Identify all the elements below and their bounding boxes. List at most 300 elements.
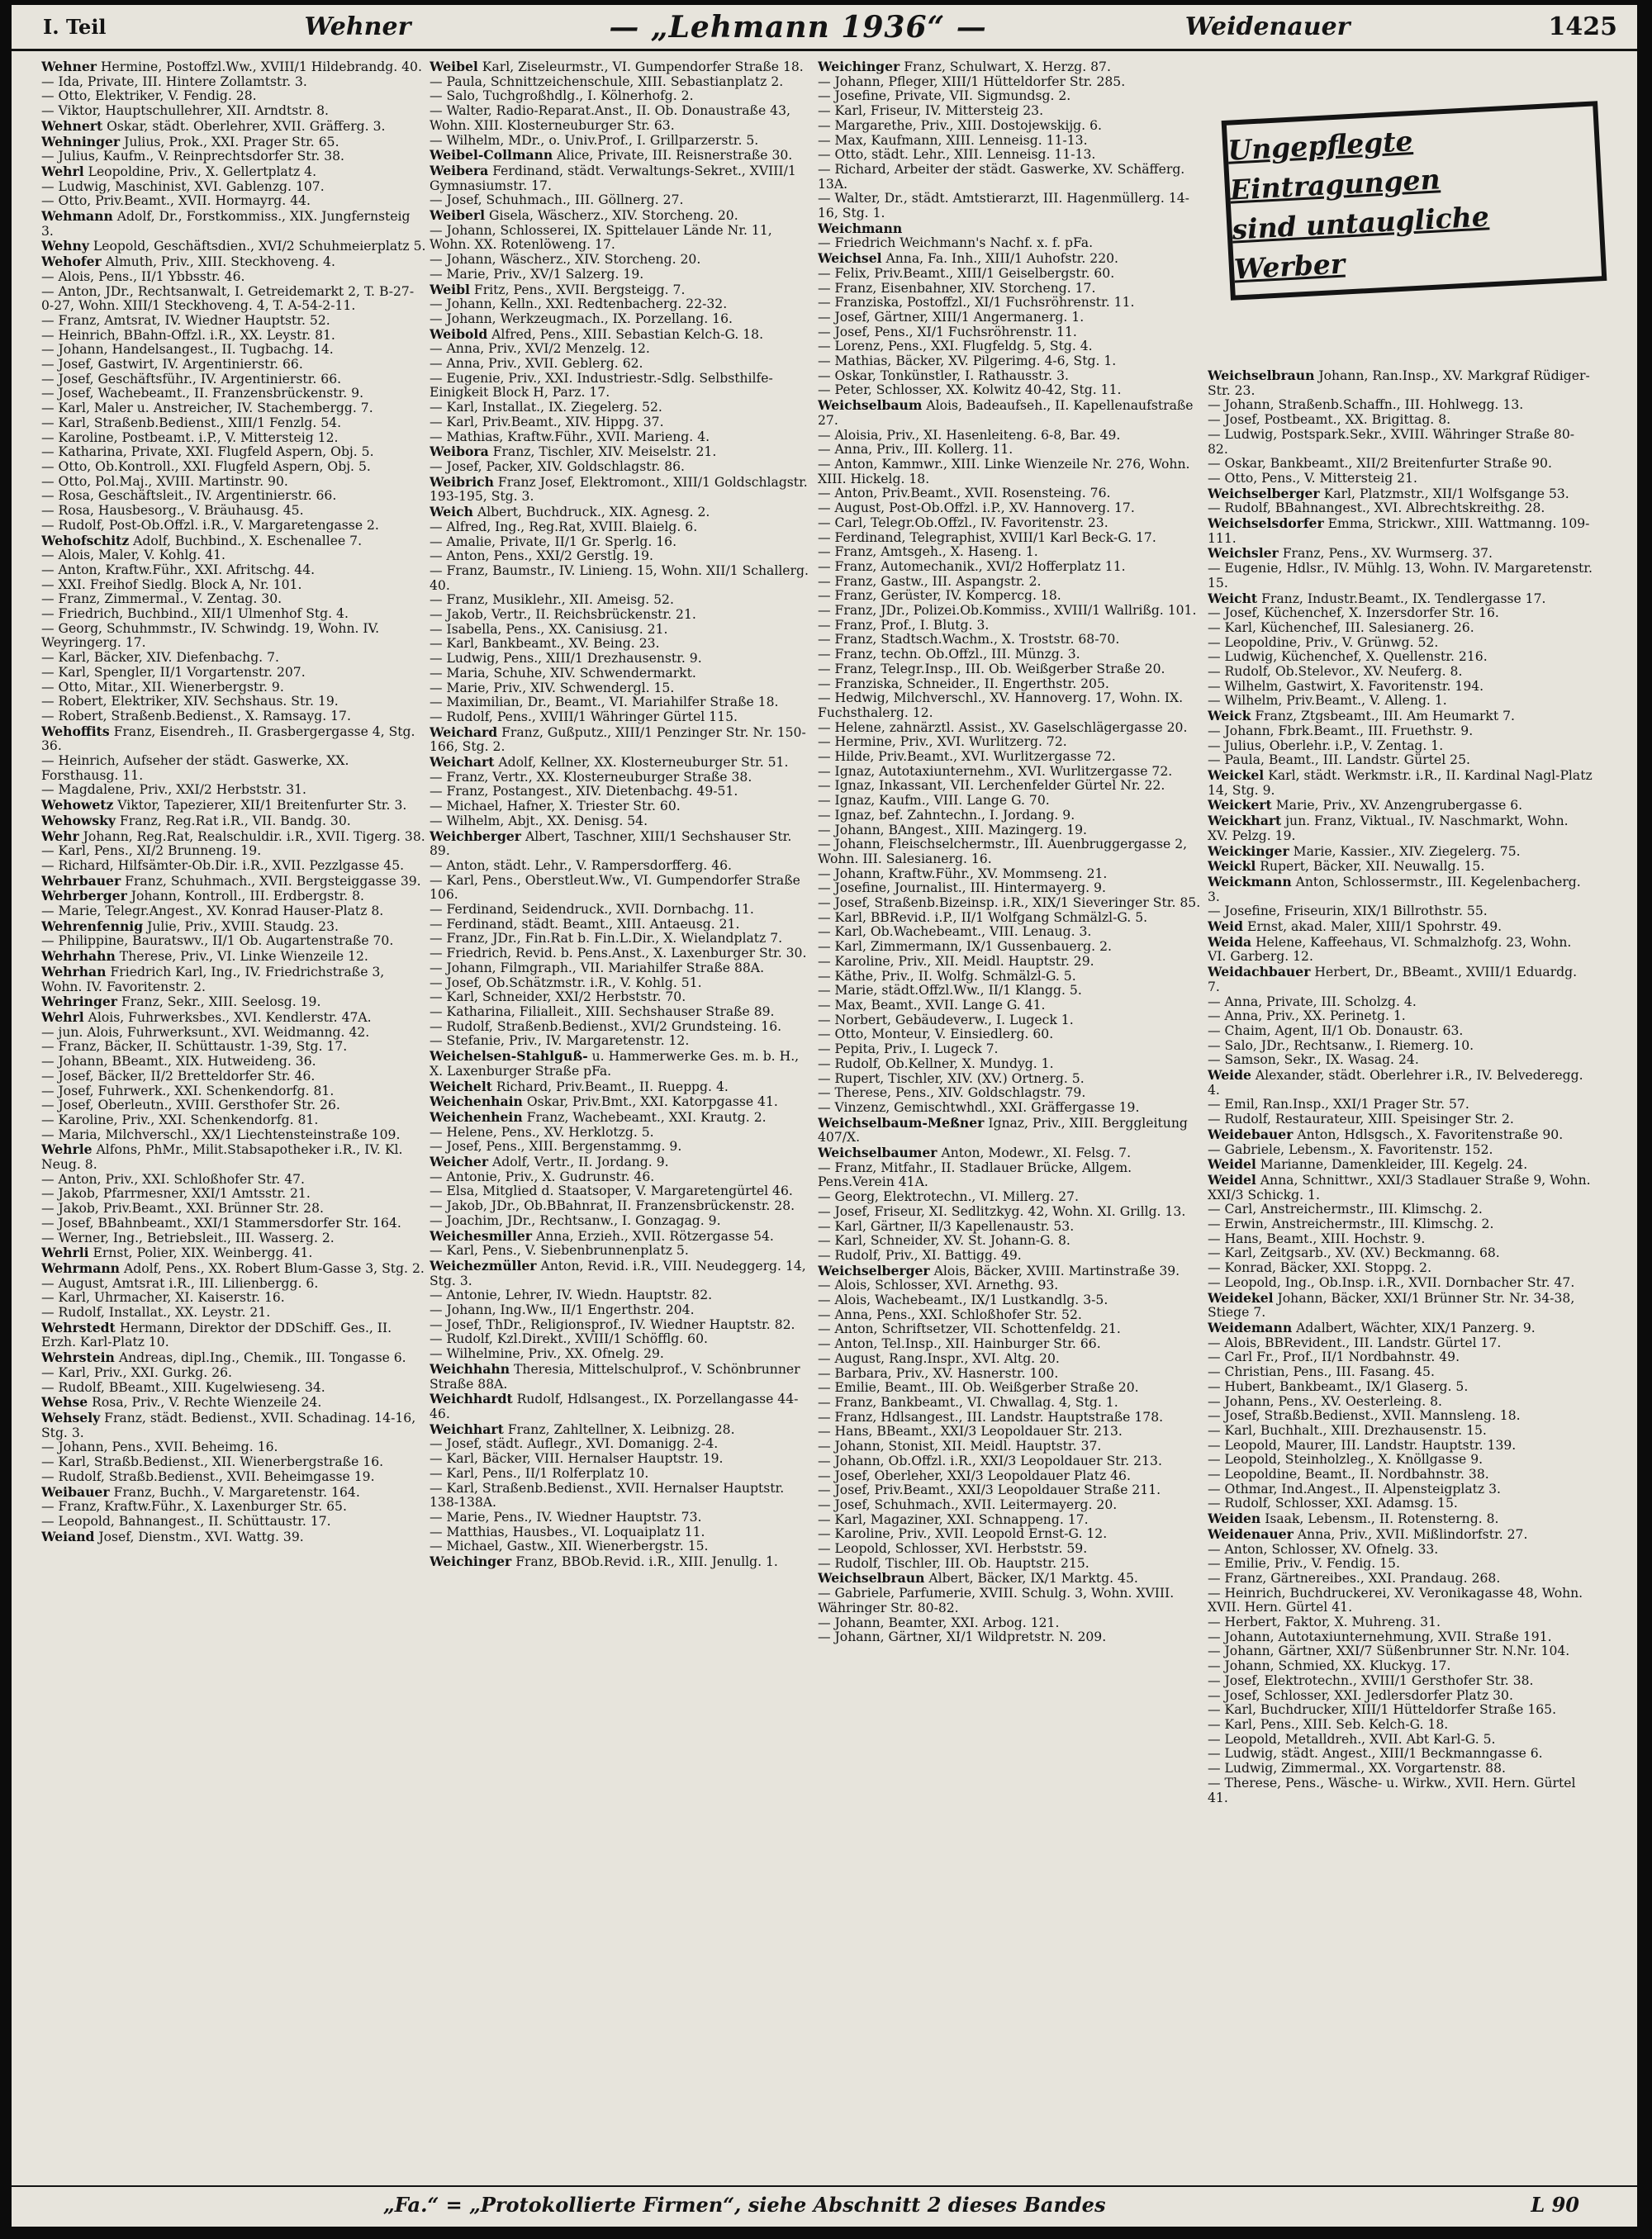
directory-entry: — Viktor, Hauptschullehrer, XII. Arndtstr. 8. <box>41 103 330 119</box>
directory-entry: — Franz, Amtsrat, IV. Wiedner Hauptstr. 52. <box>41 312 330 328</box>
directory-entry: — Konrad, Bäcker, XXI. Stoppg. 2. <box>1208 1260 1432 1276</box>
directory-entry: Wehofer Almuth, Priv., XIII. Steckhoveng. 4. <box>41 254 335 270</box>
directory-entry: — Ludwig, Postspark.Sekr., XVIII. Währinger Straße 80-82. <box>1208 426 1575 457</box>
directory-entry: — Franz, Postangest., XIV. Dietenbachg. 49-51. <box>430 784 738 799</box>
directory-entry: — Josef, Fuhrwerk., XXI. Schenkendorfg. 81. <box>41 1083 335 1098</box>
page-number: 1425 <box>1548 12 1617 41</box>
directory-entry: — Rudolf, Priv., XI. Battigg. 49. <box>818 1247 1022 1263</box>
directory-entry: Weichart Adolf, Kellner, XX. Klosterneuburger Str. 51. <box>430 754 789 771</box>
directory-entry: Wehrli Ernst, Polier, XIX. Weinbergg. 41. <box>41 1245 313 1261</box>
directory-entry: Weidebauer Anton, Hdlsgsch., X. Favoritenstraße 90. <box>1208 1126 1564 1142</box>
directory-entry: — Josef, Küchenchef, X. Inzersdorfer Str. 16. <box>1208 605 1499 621</box>
directory-entry: — Johann, Pens., XV. Oesterleing. 8. <box>1208 1393 1442 1409</box>
directory-entry: — Paula, Schnittzeichenschule, XIII. Sebastianplatz 2. <box>430 74 784 89</box>
directory-entry: — Gabriele, Parfumerie, XVIII. Schulg. 3, Wohn. XVIII. Währinger Str. 80-82. <box>818 1586 1175 1615</box>
footer-signature: L 90 <box>1531 2192 1579 2217</box>
directory-entry: — Josefine, Journalist., III. Hintermayerg. 9. <box>818 880 1106 896</box>
directory-entry: Weickmann Anton, Schlossermstr., III. Kegelenbacherg. 3. <box>1208 873 1581 904</box>
directory-entry: — Karl, Installat., IX. Ziegelerg. 52. <box>430 400 662 415</box>
directory-entry: — Gabriele, Lebensm., X. Favoritenstr. 152. <box>1208 1141 1493 1157</box>
directory-entry: — Isabella, Pens., XX. Canisiusg. 21. <box>430 621 668 637</box>
directory-entry: — Karoline, Priv., XII. Meidl. Hauptstr. 29. <box>818 953 1094 969</box>
directory-entry: Weibera Ferdinand, städt. Verwaltungs-Sekret., XVIII/1 Gymnasiumstr. 17. <box>430 162 796 193</box>
directory-entry: — Franz, JDr., Polizei.Ob.Kommiss., XVIII/1 Wallrißg. 101. <box>818 603 1197 619</box>
directory-entry: — Johann, Schmied, XX. Kluckyg. 17. <box>1208 1658 1451 1674</box>
running-header <box>12 5 1637 51</box>
directory-entry: — Leopold, Maurer, III. Landstr. Hauptstr. 139. <box>1208 1437 1517 1453</box>
directory-entry: — Josef, Oberleher, XXI/3 Leopoldauer Platz 46. <box>818 1468 1131 1483</box>
directory-entry: — Franz, Automechanik., XVI/2 Hofferplatz 11. <box>818 558 1126 574</box>
directory-entry: — Marie, städt.Offzl.Ww., II/1 Klangg. 5. <box>818 983 1082 999</box>
directory-entry: — Max, Kaufmann, XIII. Lenneisg. 11-13. <box>818 132 1088 148</box>
directory-entry: — Karl, Buchdrucker, XIII/1 Hütteldorfer Straße 165. <box>1208 1702 1557 1718</box>
directory-entry: Weick Franz, Ztgsbeamt., III. Am Heumarkt 7. <box>1208 708 1515 724</box>
directory-entry: Wehny Leopold, Geschäftsdien., XVI/2 Schuhmeierplatz 5. <box>41 238 426 254</box>
directory-entry: — Franz, Gerüster, IV. Kompercg. 18. <box>818 588 1061 604</box>
directory-entry: Weid Ernst, akad. Maler, XIII/1 Spohrstr. 49. <box>1208 918 1502 935</box>
directory-entry: — Johann, Fbrk.Beamt., III. Fruethstr. 9. <box>1208 723 1474 738</box>
directory-entry: — Johann, BBeamt., XIX. Hutweideng. 36. <box>41 1054 316 1070</box>
directory-entry: Weichselberger Alois, Bäcker, XVIII. Martinstraße 39. <box>818 1262 1180 1278</box>
directory-entry: — Joachim, JDr., Rechtsanw., I. Gonzagag. 9. <box>430 1212 721 1228</box>
directory-entry: — Johann, Stonist, XII. Meidl. Hauptstr. 37. <box>818 1439 1102 1454</box>
directory-entry: — Anton, Priv.Beamt., XVII. Rosensteing. 76. <box>818 486 1111 501</box>
directory-entry: — Karl, Straßenb.Bedienst., XVII. Hernalser Hauptstr. 138-138A. <box>430 1480 785 1511</box>
directory-entry: — Mathias, Bäcker, XV. Pilgerimg. 4-6, Stg. 1. <box>818 353 1117 369</box>
directory-entry: — Michael, Hafner, X. Triester Str. 60. <box>430 799 681 814</box>
directory-entry: — Karl, BBRevid. i.P., II/1 Wolfgang Schmälzl-G. 5. <box>818 909 1148 925</box>
directory-entry: Weibold Alfred, Pens., XIII. Sebastian Kelch-G. 18. <box>430 325 764 342</box>
directory-entry: Wehrstein Andreas, dipl.Ing., Chemik., III. Tongasse 6. <box>41 1350 406 1366</box>
directory-entry: — Rudolf, Restaurateur, XIII. Speisinger Str. 2. <box>1208 1112 1514 1127</box>
directory-entry: Wehner Hermine, Postoffzl.Ww., XVIII/1 Hildebrandg. 40. <box>41 59 422 74</box>
directory-entry: Weiand Josef, Dienstm., XVI. Wattg. 39. <box>41 1528 304 1544</box>
directory-entry: Weichenhein Franz, Wachebeamt., XXI. Krautg. 2. <box>430 1108 767 1125</box>
directory-entry: — Katharina, Private, XXI. Flugfeld Aspern, Obj. 5. <box>41 444 374 460</box>
directory-entry: — Johann, BAngest., XIII. Mazingerg. 19. <box>818 822 1088 837</box>
directory-entry: — Walter, Dr., städt. Amtstierarzt, III. Hagenmüllerg. 14-16, Stg. 1. <box>818 191 1189 221</box>
directory-entry: — Karl, Schneider, XXI/2 Herbststr. 70. <box>430 989 686 1005</box>
directory-entry: Wehrle Alfons, PhMr., Milit.Stabsapotheker i.R., IV. Kl. Neug. 8. <box>41 1141 403 1173</box>
directory-entry: — Anton, Schlosser, XV. Ofnelg. 33. <box>1208 1541 1439 1557</box>
directory-entry: — Heinrich, Buchdruckerei, XV. Veronikagasse 48, Wohn. XVII. Hern. Gürtel 41. <box>1208 1585 1583 1615</box>
directory-entry: — Mathias, Kraftw.Führ., XVII. Marieng. 4. <box>430 429 710 444</box>
directory-entry: Weiden Isaak, Lebensm., II. Rotensterng. 8. <box>1208 1511 1499 1527</box>
directory-entry: — Otto, Monteur, V. Einsiedlerg. 60. <box>818 1027 1054 1042</box>
directory-entry: — Karl, Magaziner, XXI. Schnappeng. 17. <box>818 1511 1089 1527</box>
directory-entry: — Maximilian, Dr., Beamt., VI. Mariahilfer Straße 18. <box>430 695 779 710</box>
directory-entry: — Josef, Wachebeamt., II. Franzensbrückenstr. 9. <box>41 386 364 401</box>
directory-entry: — Karl, Pens., Oberstleut.Ww., VI. Gumpendorfer Straße 106. <box>430 872 800 903</box>
directory-entry: — Norbert, Gebäudeverw., I. Lugeck 1. <box>818 1012 1074 1027</box>
directory-entry: Weickl Rupert, Bäcker, XII. Neuwallg. 15. <box>1208 858 1485 875</box>
directory-entry: — Hans, BBeamt., XXI/3 Leopoldauer Str. 213. <box>818 1424 1123 1440</box>
directory-entry: — Ferdinand, Telegraphist, XVIII/1 Karl Beck-G. 17. <box>818 529 1156 545</box>
directory-entry: — Alois, Wachebeamt., IX/1 Lustkandlg. 3-5. <box>818 1293 1108 1308</box>
directory-entry: Weichelsen-Stahlguß- u. Hammerwerke Ges. m. b. H., X. Laxenburger Straße pFa. <box>430 1048 800 1079</box>
directory-entry: — Karl, Pens., II/1 Rolferplatz 10. <box>430 1465 649 1481</box>
directory-entry: — Josef, Schuhmach., XVII. Leitermayerg. 20. <box>818 1497 1118 1512</box>
directory-entry: — Philippine, Bauratswv., II/1 Ob. Augartenstraße 70. <box>41 933 394 949</box>
directory-entry: — Ignaz, Autotaxiunternehm., XVI. Wurlitzergasse 72. <box>818 763 1173 779</box>
directory-entry: — Käthe, Priv., II. Wolfg. Schmälzl-G. 5. <box>818 968 1076 984</box>
directory-entry: — Karl, Gärtner, II/3 Kapellenaustr. 53. <box>818 1218 1075 1234</box>
directory-entry: — Helene, zahnärztl. Assist., XV. Gaselschlägergasse 20. <box>818 719 1188 735</box>
notice-line-1: Ungepflegte Eintragungen <box>1227 125 1441 206</box>
directory-entry: — Leopoldine, Priv., V. Grünwg. 52. <box>1208 634 1439 650</box>
directory-entry: — Karl, Maler u. Anstreicher, IV. Stachembergg. 7. <box>41 401 373 416</box>
directory-entry: — Friedrich, Revid. b. Pens.Anst., X. Laxenburger Str. 30. <box>430 946 807 961</box>
directory-entry: — Ludwig, Küchenchef, X. Quellenstr. 216. <box>1208 649 1488 665</box>
directory-entry: — Anna, Priv., XVII. Geblerg. 62. <box>430 356 643 372</box>
directory-entry: Wehowsky Franz, Reg.Rat i.R., VII. Bandg. 30. <box>41 812 351 828</box>
directory-entry: — Robert, Elektriker, XIV. Sechshaus. Str. 19. <box>41 694 339 709</box>
directory-entry: — Eugenie, Priv., XXI. Industriestr.-Sdlg. Selbsthilfe-Einigkeit Block H, Parz. 17. <box>430 370 773 401</box>
directory-entry: Weichezmüller Anton, Revid. i.R., VIII. Neudeggerg. 14, Stg. 3. <box>430 1257 806 1288</box>
directory-entry: — Franz, Zimmermal., V. Zentag. 30. <box>41 591 282 607</box>
directory-entry: — Franz, techn. Ob.Offzl., III. Münzg. 3. <box>818 647 1080 662</box>
directory-entry: — Alois, Schlosser, XVI. Arnethg. 93. <box>818 1278 1059 1293</box>
directory-entry: Weichhardt Rudolf, Hdlsangest., IX. Porzellangasse 44-46. <box>430 1391 799 1421</box>
directory-entry: — Franz, Hdlsangest., III. Landstr. Hauptstraße 178. <box>818 1409 1164 1425</box>
directory-entry: — Rupert, Tischler, XIV. (XV.) Ortnerg. 5. <box>818 1070 1085 1086</box>
directory-entry: — Franz, Amtsgeh., X. Haseng. 1. <box>818 544 1038 560</box>
directory-entry: — Johann, Pens., XVII. Beheimg. 16. <box>41 1440 278 1455</box>
directory-entry: — Paula, Beamt., III. Landstr. Gürtel 25. <box>1208 752 1470 768</box>
directory-entry: — Johann, Wäscherz., XIV. Storcheng. 20. <box>430 252 701 268</box>
directory-entry: — Pepita, Priv., I. Lugeck 7. <box>818 1041 999 1057</box>
directory-entry: — XXI. Freihof Siedlg. Block A, Nr. 101. <box>41 576 302 592</box>
directory-entry: Weichselsdorfer Emma, Strickwr., XIII. Wattmanng. 109-111. <box>1208 515 1590 546</box>
directory-entry: — Franz, Baumstr., IV. Linieng. 15, Wohn. XII/1 Schallerg. 40. <box>430 562 809 593</box>
directory-entry: — Otto, Priv.Beamt., XVII. Hormayrg. 44. <box>41 193 311 209</box>
entry-column-1 <box>41 59 426 2174</box>
directory-entry: Wehrenfennig Julie, Priv., XVIII. Staudg. 23. <box>41 918 339 934</box>
directory-entry: — Franz, Vertr., XX. Klosterneuburger Straße 38. <box>430 769 752 785</box>
directory-entry: — Wilhelm, Priv.Beamt., V. Alleng. 1. <box>1208 693 1447 709</box>
directory-entry: — Marie, Pens., IV. Wiedner Hauptstr. 73. <box>430 1509 702 1525</box>
directory-entry: Weichsel Anna, Fa. Inh., XIII/1 Auhofstr. 220. <box>818 250 1119 267</box>
directory-entry: — Josef, Ob.Schätzmstr. i.R., V. Kohlg. 51. <box>430 975 702 990</box>
directory-entry: Weichsler Franz, Pens., XV. Wurmserg. 37. <box>1208 545 1493 562</box>
directory-entry: — Josef, Priv.Beamt., XXI/3 Leopoldauer Straße 211. <box>818 1482 1161 1498</box>
directory-entry: Weichberger Albert, Taschner, XIII/1 Sechshauser Str. 89. <box>430 828 792 859</box>
directory-entry: — Josef, Straßb.Bedienst., XVII. Mannsleng. 18. <box>1208 1408 1521 1424</box>
directory-entry: — Karl, Bäcker, VIII. Hernalser Hauptstr. 19. <box>430 1451 724 1467</box>
directory-entry: Weidachbauer Herbert, Dr., BBeamt., XVIII/1 Eduardg. 7. <box>1208 964 1578 994</box>
directory-entry: — Anna, Priv., III. Kollerg. 11. <box>818 442 1014 458</box>
entry-column-3 <box>818 59 1203 2174</box>
directory-entry: — Antonie, Priv., X. Gudrunstr. 46. <box>430 1169 655 1184</box>
directory-entry: — Anna, Priv., XVI/2 Menzelg. 12. <box>430 341 650 357</box>
directory-entry: — Karl, Ob.Wachebeamt., VIII. Lenaug. 3. <box>818 924 1092 940</box>
directory-entry: — Johann, Gärtner, XI/1 Wildpretstr. N. 209. <box>818 1629 1107 1645</box>
directory-entry: — Walter, Radio-Reparat.Anst., II. Ob. Donaustraße 43, Wohn. XIII. Klosterneuburger Str. 63. <box>430 103 790 133</box>
directory-entry: — Hedwig, Milchverschl., XV. Hannoverg. 17, Wohn. IX. Fuchsthalerg. 12. <box>818 690 1184 720</box>
directory-entry: — Maria, Milchverschl., XX/1 Liechtensteinstraße 109. <box>41 1127 401 1142</box>
directory-entry: — Franz, Mitfahr., II. Stadlauer Brücke, Allgem. Pens.Verein 41A. <box>818 1160 1132 1190</box>
directory-entry: — Rudolf, BBahnangest., XVI. Albrechtskreithg. 28. <box>1208 500 1545 516</box>
directory-entry: — Josef, BBahnbeamt., XXI/1 Stammersdorfer Str. 164. <box>41 1215 401 1231</box>
directory-entry: — Salo, Tuchgroßhdlg., I. Kölnerhofg. 2. <box>430 88 694 104</box>
directory-entry: — Rudolf, Straßb.Bedienst., XVII. Beheimgasse 19. <box>41 1468 375 1484</box>
directory-entry: — Franz, Stadtsch.Wachm., X. Troststr. 68-70. <box>818 632 1120 648</box>
directory-entry: Weickhart jun. Franz, Viktual., IV. Naschmarkt, Wohn. XV. Pelzg. 19. <box>1208 813 1569 843</box>
directory-entry: — Anton, Pens., XXI/2 Gerstlg. 19. <box>430 548 653 564</box>
directory-entry: Weickel Karl, städt. Werkmstr. i.R., II. Kardinal Nagl-Platz 14, Stg. 9. <box>1208 766 1593 798</box>
directory-entry: — Josef, Oberleutn., XVIII. Gersthofer Str. 26. <box>41 1098 340 1113</box>
directory-entry: — Johann, Handelsangest., II. Tugbachg. 14. <box>41 342 334 358</box>
directory-entry: — Anton, Tel.Insp., XII. Hainburger Str. 66. <box>818 1336 1101 1352</box>
directory-entry: — Ferdinand, städt. Beamt., XIII. Antaeusg. 21. <box>430 916 740 932</box>
directory-entry: Weich Albert, Buchdruck., XIX. Agnesg. 2. <box>430 504 710 520</box>
directory-entry: — Rudolf, Straßenb.Bedienst., XVI/2 Grundsteing. 16. <box>430 1018 782 1034</box>
directory-entry: — Anton, Priv., XXI. Schloßhofer Str. 47. <box>41 1171 306 1187</box>
directory-entry: — Heinrich, BBahn-Offzl. i.R., XX. Leystr. 81. <box>41 327 335 343</box>
directory-entry: Weichesmiller Anna, Erzieh., XVII. Rötzergasse 54. <box>430 1227 774 1244</box>
directory-entry: — Karl, Friseur, IV. Mittersteig 23. <box>818 103 1044 119</box>
directory-entry: Wehrbauer Franz, Schuhmach., XVII. Bergsteiggasse 39. <box>41 872 421 889</box>
directory-entry: — Josefine, Friseurin, XIX/1 Billrothstr. 55. <box>1208 904 1488 919</box>
directory-page <box>12 5 1637 2227</box>
directory-entry: — Georg, Schuhmmstr., IV. Schwindg. 19, Wohn. IV. Weyringerg. 17. <box>41 620 380 651</box>
directory-entry: Weidenauer Anna, Priv., XVII. Mißlindorfstr. 27. <box>1208 1525 1528 1542</box>
directory-entry: — Otto, Ob.Kontroll., XXI. Flugfeld Aspern, Obj. 5. <box>41 458 371 474</box>
directory-entry: — Leopold, Metalldreh., XVII. Abt Karl-G. 5. <box>1208 1731 1496 1747</box>
directory-entry: Weichard Franz, Gußputz., XIII/1 Penzinger Str. Nr. 150-166, Stg. 2. <box>430 723 806 755</box>
directory-entry: Wehr Johann, Reg.Rat, Realschuldir. i.R., XVII. Tigerg. 38. <box>41 828 425 844</box>
directory-entry: Wehmann Adolf, Dr., Forstkommiss., XIX. Jungfernsteig 3. <box>41 208 411 239</box>
directory-entry: — Julius, Oberlehr. i.P., V. Zentag. 1. <box>1208 738 1444 753</box>
directory-entry: — Karl, Priv., XXI. Gurkg. 26. <box>41 1364 232 1380</box>
directory-entry: — Carl, Telegr.Ob.Offzl., IV. Favoritenstr. 23. <box>818 515 1108 530</box>
advertising-notice-box <box>1222 101 1607 301</box>
directory-entry: — Friedrich, Buchbind., XII/1 Ulmenhof Stg. 4. <box>41 606 349 622</box>
directory-entry: — Elsa, Mitglied d. Staatsoper, V. Margaretengürtel 46. <box>430 1184 793 1199</box>
directory-entry: — Karl, Buchhalt., XIII. Drezhausenstr. 15. <box>1208 1422 1487 1438</box>
directory-entry: — Franz, Telegr.Insp., III. Ob. Weißgerber Straße 20. <box>818 661 1165 676</box>
directory-entry: — Julius, Kaufm., V. Reinprechtsdorfer Str. 38. <box>41 149 344 164</box>
directory-entry: — Heinrich, Aufseher der städt. Gaswerke, XX. Forsthausg. 11. <box>41 753 349 783</box>
directory-entry: Wehrstedt Hermann, Direktor der DDSchiff. Ges., II. Erzh. Karl-Platz 10. <box>41 1319 392 1350</box>
directory-entry: — Karl, Spengler, II/1 Vorgartenstr. 207. <box>41 664 306 680</box>
directory-entry: — Eugenie, Hdlsr., IV. Mühlg. 13, Wohn. IV. Margaretenstr. 15. <box>1208 561 1593 591</box>
notice-line-2: sind untaugliche Werber <box>1231 200 1490 286</box>
directory-entry: — Hermine, Priv., XVI. Wurlitzerg. 72. <box>818 734 1067 750</box>
directory-entry: — Wilhelm, MDr., o. Univ.Prof., I. Grillparzerstr. 5. <box>430 132 759 148</box>
directory-entry: — Karoline, Postbeamt. i.P., V. Mittersteig 12. <box>41 429 339 445</box>
directory-entry: — Hilde, Priv.Beamt., XVI. Wurlitzergasse 72. <box>818 749 1116 765</box>
directory-entry: — Karl, Bankbeamt., XV. Being. 23. <box>430 636 660 652</box>
directory-entry: — Leopold, Schlosser, XVI. Herbststr. 59. <box>818 1541 1088 1557</box>
directory-entry: — Johann, Ob.Offzl. i.R., XXI/3 Leopoldauer Str. 213. <box>818 1453 1162 1468</box>
directory-entry: — Amalie, Private, II/1 Gr. Sperlg. 16. <box>430 534 677 549</box>
directory-entry: Weidemann Adalbert, Wächter, XIX/1 Panzerg. 9. <box>1208 1320 1536 1335</box>
directory-entry: Weidekel Johann, Bäcker, XXI/1 Brünner Str. Nr. 34-38, Stiege 7. <box>1208 1289 1575 1321</box>
directory-entry: Wehringer Franz, Sekr., XIII. Seelosg. 19. <box>41 994 321 1010</box>
directory-entry: Weichselberger Karl, Platzmstr., XII/1 Wolfsgange 53. <box>1208 485 1569 501</box>
directory-entry: — Josef, Bäcker, II/2 Bretteldorfer Str. 46. <box>41 1068 316 1084</box>
directory-entry: — Therese, Pens., Wäsche- u. Wirkw., XVII. Hern. Gürtel 41. <box>1208 1775 1576 1805</box>
directory-entry: — Marie, Priv., XIV. Schwendergl. 15. <box>430 680 675 695</box>
first-entry-guide-word: Wehner <box>304 12 411 41</box>
directory-entry: — jun. Alois, Fuhrwerksunt., XVI. Weidmanng. 42. <box>41 1024 370 1040</box>
directory-entry: Weichselbaum-Meßner Ignaz, Priv., XIII. Berggleitung 407/X. <box>818 1114 1188 1146</box>
directory-entry: Weichhart Franz, Zahltellner, X. Leibnizg. 28. <box>430 1421 735 1437</box>
directory-entry: Wehninger Julius, Prok., XXI. Prager Str. 65. <box>41 133 339 149</box>
directory-entry: — Anton, Kammwr., XIII. Linke Wienzeile Nr. 276, Wohn. XIII. Hickelg. 18. <box>818 456 1190 486</box>
directory-entry: — Werner, Ing., Betriebsleit., III. Wasserg. 2. <box>41 1230 335 1245</box>
directory-entry: — Ludwig, städt. Angest., XIII/1 Beckmanngasse 6. <box>1208 1746 1543 1762</box>
directory-entry: Weichhahn Theresia, Mittelschulprof., V. Schönbrunner Straße 88A. <box>430 1360 800 1392</box>
directory-entry: — Rudolf, Kzl.Direkt., XVIII/1 Schöfflg. 60. <box>430 1331 708 1347</box>
directory-entry: — August, Post-Ob.Offzl. i.P., XV. Hannoverg. 17. <box>818 500 1135 516</box>
directory-entry: — Josef, Pens., XI/1 Fuchsröhrenstr. 11. <box>818 324 1077 339</box>
directory-entry: — Anton, städt. Lehr., V. Rampersdorfferg. 46. <box>430 857 733 873</box>
directory-entry: — Ludwig, Pens., XIII/1 Drezhausenstr. 9. <box>430 651 702 666</box>
directory-entry: — Anton, Kraftw.Führ., XXI. Afritschg. 44. <box>41 562 316 577</box>
directory-entry: — Josef, Elektrotechn., XVIII/1 Gersthofer Str. 38. <box>1208 1672 1534 1688</box>
directory-entry: — Franz, Gärtnereibes., XXI. Prandaug. 268. <box>1208 1570 1501 1586</box>
directory-entry: — Karoline, Priv., XVII. Leopold Ernst-G. 12. <box>818 1526 1108 1542</box>
directory-title: — „Lehmann 1936“ — <box>609 9 987 45</box>
directory-entry: — Alfred, Ing., Reg.Rat, XVIII. Blaielg. 6. <box>430 519 698 534</box>
directory-entry: — Johann, Ing.Ww., II/1 Engerthstr. 204. <box>430 1302 695 1318</box>
directory-entry: Weichelt Richard, Priv.Beamt., II. Rueppg. 4. <box>430 1078 729 1094</box>
directory-entry: — Magdalene, Priv., XXI/2 Herbststr. 31. <box>41 782 306 798</box>
directory-entry: — August, Amtsrat i.R., III. Lilienbergg. 6. <box>41 1275 319 1291</box>
directory-entry: — Karl, Schneider, XV. St. Johann-G. 8. <box>818 1233 1070 1249</box>
directory-entry: — Johann, Werkzeugmach., IX. Porzellang. 16. <box>430 311 733 326</box>
directory-entry: — Karl, Straßb.Bedienst., XII. Wienerbergstraße 16. <box>41 1454 384 1470</box>
directory-entry: — Franz, Musiklehr., XII. Ameisg. 52. <box>430 592 674 608</box>
directory-entry: — August, Rang.Inspr., XVI. Altg. 20. <box>818 1350 1060 1366</box>
directory-entry: — Leopoldine, Beamt., II. Nordbahnstr. 38. <box>1208 1467 1489 1482</box>
directory-entry: — Franz, Bankbeamt., VI. Chwallag. 4, Stg. 1. <box>818 1394 1118 1410</box>
directory-entry: — Johann, Schlosserei, IX. Spittelauer Lände Nr. 11, Wohn. XX. Rotenlöweng. 17. <box>430 222 772 253</box>
directory-entry: — Leopold, Steinholzleg., X. Knöllgasse 9. <box>1208 1452 1483 1468</box>
directory-entry: — Karl, Priv.Beamt., XIV. Hippg. 37. <box>430 414 664 429</box>
directory-entry: — Leopold, Bahnangest., II. Schüttaustr. 17. <box>41 1513 331 1529</box>
directory-entry: — Antonie, Lehrer, IV. Wiedn. Hauptstr. 82. <box>430 1288 713 1303</box>
directory-entry: — Peter, Schlosser, XX. Kolwitz 40-42, Stg. 11. <box>818 382 1122 398</box>
directory-entry: — Carl Fr., Prof., II/1 Nordbahnstr. 49. <box>1208 1350 1460 1365</box>
directory-entry: — Friedrich Weichmann's Nachf. x. f. pFa. <box>818 235 1094 251</box>
entry-column-4 <box>1208 368 1593 2174</box>
directory-entry: — Max, Beamt., XVII. Lange G. 41. <box>818 998 1046 1013</box>
directory-entry: — Rudolf, Ob.Stelevor., XV. Neuferg. 8. <box>1208 664 1463 680</box>
directory-entry: — Samson, Sekr., IX. Wasag. 24. <box>1208 1052 1419 1068</box>
directory-entry: — Otto, städt. Lehr., XIII. Lenneisg. 11-13. <box>818 147 1096 163</box>
directory-entry: — Franz, Kraftw.Führ., X. Laxenburger Str. 65. <box>41 1499 347 1515</box>
directory-entry: — Franziska, Postoffzl., XI/1 Fuchsröhrenstr. 11. <box>818 295 1135 311</box>
directory-entry: — Maria, Schuhe, XIV. Schwendermarkt. <box>430 665 696 681</box>
directory-entry: — Ludwig, Zimmermal., XX. Vorgartenstr. 88. <box>1208 1761 1506 1776</box>
directory-entry: — Johann, Pfleger, XIII/1 Hütteldorfer Str. 285. <box>818 74 1126 89</box>
directory-entry: — Anna, Private, III. Scholzg. 4. <box>1208 994 1417 1009</box>
directory-entry: — Anna, Pens., XXI. Schloßhofer Str. 52. <box>818 1307 1082 1322</box>
directory-entry: — Herbert, Faktor, X. Muhreng. 31. <box>1208 1615 1441 1630</box>
directory-entry: — Rudolf, Schlosser, XXI. Adamsg. 15. <box>1208 1496 1458 1511</box>
directory-entry: — Vinzenz, Gemischtwhdl., XXI. Gräffergasse 19. <box>818 1099 1140 1115</box>
directory-entry: Weibel Karl, Ziseleurmstr., VI. Gumpendorfer Straße 18. <box>430 59 804 74</box>
directory-entry: — Karl, Pens., V. Siebenbrunnenplatz 5. <box>430 1243 689 1259</box>
directory-entry: — Otto, Pol.Maj., XVIII. Martinstr. 90. <box>41 473 288 489</box>
directory-entry: Weickert Marie, Priv., XV. Anzengrubergasse 6. <box>1208 797 1523 814</box>
directory-entry: Weichinger Franz, Schulwart, X. Herzg. 87. <box>818 59 1111 74</box>
directory-entry: — Helene, Pens., XV. Herklotzg. 5. <box>430 1124 654 1140</box>
directory-entry: — Franz, Gastw., III. Aspangstr. 2. <box>818 573 1042 589</box>
directory-entry: — Georg, Elektrotechn., VI. Millerg. 27. <box>818 1189 1079 1205</box>
directory-entry: Wehrmann Adolf, Pens., XX. Robert Blum-Gasse 3, Stg. 2. <box>41 1259 425 1276</box>
directory-entry: — Ignaz, Inkassant, VII. Lerchenfelder Gürtel Nr. 22. <box>818 778 1165 794</box>
directory-entry: Weide Alexander, städt. Oberlehrer i.R., IV. Belvederegg. 4. <box>1208 1067 1583 1098</box>
directory-entry: — Ferdinand, Seidendruck., XVII. Dornbachg. 11. <box>430 902 754 918</box>
directory-entry: — Johann, Beamter, XXI. Arbog. 121. <box>818 1615 1060 1630</box>
directory-entry: — Josef, Geschäftsführ., IV. Argentinierstr. 66. <box>41 371 342 387</box>
page-footer <box>12 2185 1637 2222</box>
directory-entry: — Josef, Gärtner, XIII/1 Angermanerg. 1. <box>818 309 1085 325</box>
directory-entry: — Anton, Schriftsetzer, VII. Schottenfeldg. 21. <box>818 1321 1121 1337</box>
directory-entry: Weichenhain Oskar, Priv.Bmt., XXI. Katorpgasse 41. <box>430 1093 778 1110</box>
directory-entry: — Rosa, Geschäftsleit., IV. Argentinierstr. 66. <box>41 488 337 504</box>
directory-entry: — Jakob, Pfarrmesner, XXI/1 Amtsstr. 21. <box>41 1186 311 1202</box>
directory-entry: Weibel-Collmann Alice, Private, III. Reisnerstraße 30. <box>430 147 793 164</box>
directory-entry: — Franz, Bäcker, II. Schüttaustr. 1-39, Stg. 17. <box>41 1039 348 1055</box>
directory-entry: — Oskar, Tonkünstler, I. Rathausstr. 3. <box>818 368 1069 383</box>
directory-entry: — Anton, JDr., Rechtsanwalt, I. Getreidemarkt 2, T. B-27-0-27, Wohn. XIII/1 Steckhoveng. 4, T. A-54-2-11. <box>41 283 415 314</box>
directory-entry: Weichselbaumer Anton, Modewr., XI. Felsg. 7. <box>818 1145 1132 1161</box>
directory-entry: — Christian, Pens., III. Fasang. 45. <box>1208 1364 1435 1380</box>
directory-entry: — Margarethe, Priv., XIII. Dostojewskijg. 6. <box>818 117 1102 133</box>
directory-entry: — Franz, Eisenbahner, XIV. Storcheng. 17. <box>818 280 1096 296</box>
directory-entry: Wehnert Oskar, städt. Oberlehrer, XVII. Gräfferg. 3. <box>41 117 386 134</box>
directory-entry: — Wilhelm, Gastwirt, X. Favoritenstr. 194. <box>1208 678 1484 694</box>
directory-entry: — Marie, Telegr.Angest., XV. Konrad Hauser-Platz 8. <box>41 904 384 919</box>
directory-entry: — Ludwig, Maschinist, XVI. Gablenzg. 107. <box>41 178 325 194</box>
directory-entry: Weibl Fritz, Pens., XVII. Bergsteigg. 7. <box>430 281 686 297</box>
directory-entry: — Hubert, Bankbeamt., IX/1 Glaserg. 5. <box>1208 1378 1469 1394</box>
directory-entry: Weidel Anna, Schnittwr., XXI/3 Stadlauer Straße 9, Wohn. XXI/3 Schickg. 1. <box>1208 1171 1591 1203</box>
directory-entry: Weichselbaum Alois, Badeaufseh., II. Kapellenaufstraße 27. <box>818 397 1194 428</box>
directory-entry: — Ignaz, Kaufm., VIII. Lange G. 70. <box>818 793 1050 809</box>
directory-entry: — Johann, Fleischselchermstr., III. Auenbruggergasse 2, Wohn. III. Salesianerg. 16. <box>818 837 1188 866</box>
directory-entry: Weiberl Gisela, Wäscherz., XIV. Storcheng. 20. <box>430 207 738 224</box>
directory-entry: — Alois, Maler, V. Kohlg. 41. <box>41 548 226 563</box>
directory-entry: — Hans, Beamt., XIII. Hochstr. 9. <box>1208 1231 1426 1246</box>
directory-entry: — Marie, Priv., XV/1 Salzerg. 19. <box>430 266 644 282</box>
entry-column-2 <box>430 59 814 2174</box>
directory-entry: Weichselbraun Johann, Ran.Insp., XV. Markgraf Rüdiger-Str. 23. <box>1208 368 1590 398</box>
directory-entry: — Jakob, Vertr., II. Reichsbrückenstr. 21. <box>430 607 696 623</box>
directory-entry: — Karl, Bäcker, XIV. Diefenbachg. 7. <box>41 650 279 666</box>
directory-entry: — Felix, Priv.Beamt., XIII/1 Geiselbergstr. 60. <box>818 265 1115 281</box>
directory-entry: Wehowetz Viktor, Tapezierer, XII/1 Breitenfurter Str. 3. <box>41 797 407 814</box>
directory-entry: — Johann, Filmgraph., VII. Mariahilfer Straße 88A. <box>430 960 765 975</box>
directory-entry: Weida Helene, Kaffeehaus, VI. Schmalzhofg. 23, Wohn. VI. Garberg. 12. <box>1208 933 1572 965</box>
directory-entry: — Josef, städt. Auflegr., XVI. Domanigg. 2-4. <box>430 1436 719 1452</box>
directory-entry: — Rudolf, Post-Ob.Offzl. i.R., V. Margaretengasse 2. <box>41 517 379 533</box>
directory-entry: — Othmar, Ind.Angest., II. Alpensteigplatz 3. <box>1208 1481 1501 1497</box>
directory-entry: — Robert, Straßenb.Bedienst., X. Ramsayg. 17. <box>41 708 351 723</box>
footer-note: „Fa.“ = „Protokollierte Firmen“, siehe Abschnitt 2 dieses Bandes <box>383 2192 1106 2217</box>
directory-entry: Weichmann <box>818 220 903 236</box>
directory-entry: — Karl, Uhrmacher, XI. Kaiserstr. 16. <box>41 1290 285 1306</box>
directory-entry: Wehrl Leopoldine, Priv., X. Gellertplatz 4. <box>41 163 317 179</box>
directory-entry: Weibauer Franz, Buchh., V. Margaretenstr. 164. <box>41 1483 360 1500</box>
directory-entry: — Richard, Arbeiter der städt. Gaswerke, XV. Schäfferg. 13A. <box>818 161 1185 192</box>
directory-entry: — Matthias, Hausbes., VI. Loquaiplatz 11. <box>430 1524 705 1539</box>
